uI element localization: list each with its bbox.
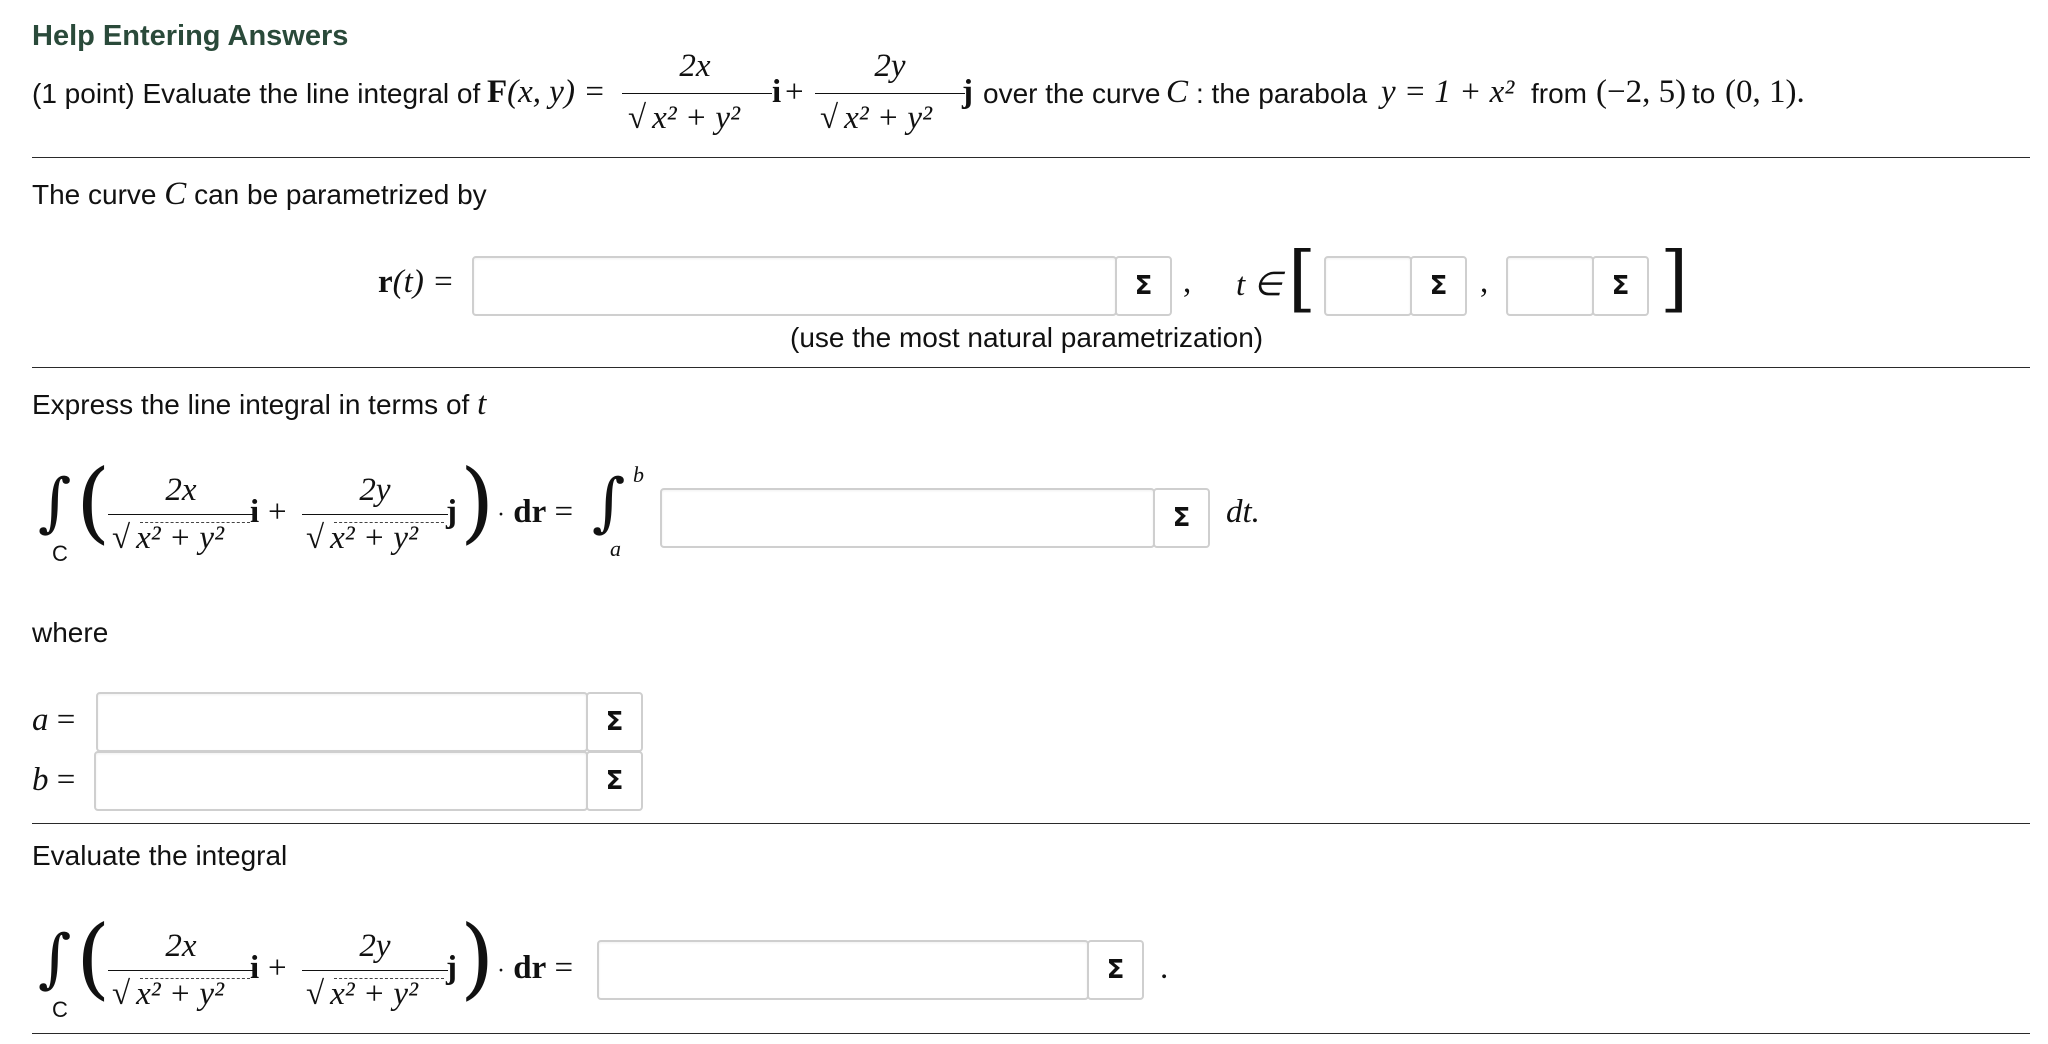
evaluate-intro: Evaluate the integral	[32, 840, 288, 871]
problem-fraction-bar-1	[622, 93, 772, 94]
unit-vector-j-2: j	[446, 494, 457, 530]
integrand-fraction-bar-2	[302, 514, 448, 515]
eval-numerator-2: 2y	[359, 928, 391, 964]
integrand-fraction-bar-1	[108, 514, 254, 515]
vector-field-F-label: F(x, y) =	[487, 74, 606, 110]
divider-3	[32, 823, 2030, 824]
definite-integral-sign: ∫	[592, 466, 626, 540]
comma-1: ,	[1183, 264, 1192, 300]
over-curve-text: over the curve	[983, 78, 1161, 109]
equation-editor-sigma-icon-b[interactable]: Σ	[586, 751, 643, 811]
upper-limit-b: b	[633, 462, 644, 487]
problem-numerator-2: 2y	[874, 48, 906, 84]
sqrt-vinculum-3	[140, 978, 250, 979]
a-input[interactable]	[96, 692, 588, 752]
equation-editor-sigma-icon-t-start[interactable]: Σ	[1410, 256, 1467, 316]
divider-2	[32, 367, 2030, 368]
end-point: (0, 1).	[1725, 74, 1805, 110]
sqrt-vinculum-1	[140, 522, 250, 523]
eval-denominator-2: √ x² + y²	[306, 976, 418, 1012]
plus-sign: +	[785, 74, 804, 110]
interval-close-bracket: ]	[1660, 236, 1689, 320]
integrand-input[interactable]	[660, 488, 1155, 548]
unit-vector-i-3: i	[250, 950, 260, 986]
r-of-t-label: r(t) =	[378, 264, 455, 300]
line-integral-sign: ∫	[38, 466, 72, 540]
eval-fraction-bar-2	[302, 970, 448, 971]
comma-2: ,	[1480, 264, 1489, 300]
divider-1	[32, 157, 2030, 158]
start-point: (−2, 5)	[1596, 74, 1687, 110]
sqrt-vinculum-4	[334, 978, 444, 979]
dot-dr-equals-2: · dr =	[497, 950, 574, 986]
divider-4	[32, 1033, 2030, 1034]
sqrt-vinculum-2	[334, 522, 444, 523]
parametrize-intro: The curve C can be parametrized by	[32, 176, 487, 212]
curve-C-symbol: C	[1166, 74, 1189, 110]
r-of-t-input[interactable]	[472, 256, 1117, 316]
unit-vector-j-3: j	[446, 950, 457, 986]
lower-limit-a: a	[610, 536, 621, 561]
plus-sign-2: +	[268, 494, 287, 530]
right-paren: )	[460, 450, 495, 553]
right-paren-2: )	[460, 906, 495, 1009]
t-start-input[interactable]	[1324, 256, 1412, 316]
parabola-text: : the parabola	[1196, 78, 1368, 109]
left-paren: (	[76, 450, 111, 553]
to-text: to	[1692, 78, 1716, 109]
equation-editor-sigma-icon-t-end[interactable]: Σ	[1592, 256, 1649, 316]
eval-fraction-bar-1	[108, 970, 254, 971]
express-intro: Express the line integral in terms of t	[32, 386, 487, 422]
integral-result-input[interactable]	[597, 940, 1089, 1000]
from-text: from	[1531, 78, 1587, 109]
line-integral-sign-2: ∫	[38, 922, 72, 996]
problem-numerator-1: 2x	[679, 48, 711, 84]
problem-denominator-2: √ x² + y²	[820, 100, 932, 136]
equation-editor-sigma-icon-result[interactable]: Σ	[1087, 940, 1144, 1000]
unit-vector-i: i	[772, 74, 782, 110]
left-paren-2: (	[76, 906, 111, 1009]
unit-vector-i-2: i	[250, 494, 260, 530]
integrand-numerator-2: 2y	[359, 472, 391, 508]
interval-open-bracket: [	[1288, 236, 1317, 320]
parabola-equation: y = 1 + x²	[1381, 74, 1515, 110]
a-label: a =	[32, 702, 76, 738]
integrand-denominator-1: √ x² + y²	[112, 520, 224, 556]
t-end-input[interactable]	[1506, 256, 1594, 316]
dot-dr-equals: · dr =	[497, 494, 574, 530]
where-label: where	[32, 617, 109, 648]
t-in-label: t ∈	[1236, 267, 1283, 303]
eval-numerator-1: 2x	[165, 928, 197, 964]
problem-points-text: (1 point) Evaluate the line integral of	[32, 78, 481, 109]
dt-label: dt.	[1226, 494, 1260, 530]
eval-denominator-1: √ x² + y²	[112, 976, 224, 1012]
natural-parametrization-note: (use the most natural parametrization)	[790, 322, 1264, 353]
integral-subscript-C: C	[52, 541, 68, 566]
integrand-numerator-1: 2x	[165, 472, 197, 508]
equation-editor-sigma-icon-r[interactable]: Σ	[1115, 256, 1172, 316]
help-entering-answers-link[interactable]: Help Entering Answers	[32, 20, 349, 52]
problem-fraction-bar-2	[815, 93, 965, 94]
integrand-denominator-2: √ x² + y²	[306, 520, 418, 556]
b-input[interactable]	[94, 751, 588, 811]
plus-sign-3: +	[268, 950, 287, 986]
b-label: b =	[32, 762, 76, 798]
trailing-period: .	[1160, 950, 1169, 986]
equation-editor-sigma-icon-a[interactable]: Σ	[586, 692, 643, 752]
unit-vector-j: j	[962, 74, 973, 110]
integral-subscript-C-2: C	[52, 997, 68, 1022]
problem-denominator-1: √ x² + y²	[628, 100, 740, 136]
equation-editor-sigma-icon-integrand[interactable]: Σ	[1153, 488, 1210, 548]
